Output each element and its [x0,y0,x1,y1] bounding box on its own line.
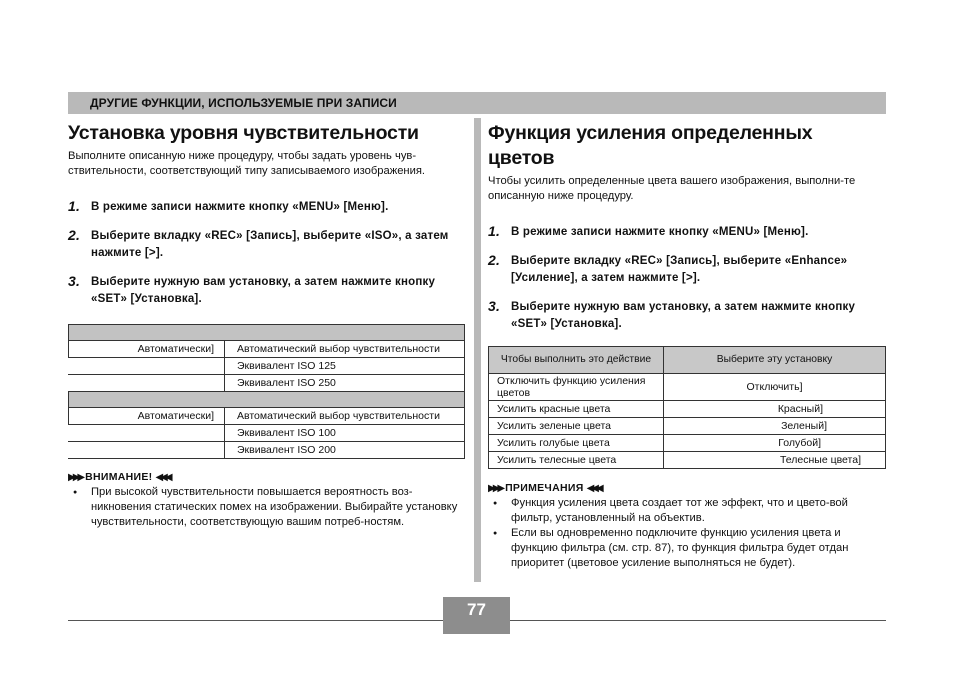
table-row [69,392,465,408]
left-step-1 [68,199,465,216]
enhance-table [488,346,886,469]
table-cell [69,442,225,459]
table-row [69,375,465,392]
step-text: В режиме записи нажмите кнопку «MENU» [Меню]. [511,226,809,238]
table-header-cell: Выберите эту установку [664,347,886,374]
list-item: ● Функция усиления цвета создает тот же эффект, что и цвето-вой фильтр, установленный на объектив. [488,496,886,526]
step-text: Выберите вкладку «REC» [Запись], выберите «Enhance» [Усиление], а затем нажмите [>]. [511,255,848,284]
right-step-3 [488,299,886,333]
left-title: Установка уровня чувствительности [68,122,419,144]
table-cell: Эквивалент ISO 200 [225,442,465,459]
table-cell [69,358,225,375]
triple-right-arrow-icon: ▶▶▶ [488,482,503,494]
right-step-1 [488,224,886,241]
table-cell: Усилить голубые цвета [489,435,664,452]
notice-header [68,471,465,483]
step-number: 3. [488,298,501,314]
left-column [68,121,465,530]
section-title: ДРУГИЕ ФУНКЦИИ, ИСПОЛЬЗУЕМЫЕ ПРИ ЗАПИСИ [90,96,397,110]
page-number: 77 [443,597,510,634]
table-row [489,401,886,418]
table-group-header [69,325,465,341]
notice-list [68,485,465,530]
table-cell [69,425,225,442]
table-row [489,374,886,401]
step-number: 2. [68,227,81,243]
table-cell: Эквивалент ISO 250 [225,375,465,392]
step-number: 3. [68,273,81,289]
notes-list [488,496,886,571]
table-row [69,325,465,341]
table-cell: Отключить] [664,374,886,401]
table-cell: Голубой] [664,435,886,452]
triple-left-arrow-icon: ◀◀◀ [586,482,601,494]
table-group-header [69,392,465,408]
table-cell: Автоматически] [69,341,225,358]
step-text: Выберите нужную вам установку, а затем нажмите кнопку «SET» [Установка]. [511,301,856,330]
column-divider [474,118,481,582]
section-header-bar [68,92,886,114]
notice-label: ВНИМАНИЕ! [85,471,153,483]
table-cell: Автоматический выбор чувствительности [225,341,465,358]
list-item: ● Если вы одновременно подключите функцию усиления цвета и функцию фильтра (см. стр. 87), то функция фильтра будет отдан приоритет (цветовое усиление выполняться не будет). [488,526,886,571]
table-cell: Автоматический выбор чувствительности [225,408,465,425]
right-title: Функция усиления определенных цветов [488,122,813,169]
table-cell: Красный] [664,401,886,418]
notes-label: ПРИМЕЧАНИЯ [505,482,584,494]
table-row [69,425,465,442]
list-item: ● При высокой чувствительности повышается вероятность воз-никновения статических помех на изображении. Выбирайте установку чувствительности, соответствующую вашим потреб-ностям. [68,485,465,530]
table-row [69,408,465,425]
left-step-3 [68,274,465,308]
step-number: 2. [488,252,501,268]
notes-header [488,482,886,494]
table-row [489,435,886,452]
step-number: 1. [68,198,81,214]
step-number: 1. [488,223,501,239]
right-column [488,121,886,571]
table-row [69,442,465,459]
table-cell: Зеленый] [664,418,886,435]
right-step-2 [488,253,886,287]
table-cell: Усилить зеленые цвета [489,418,664,435]
right-intro: Чтобы усилить определенные цвета вашего изображения, выполни-те описанную ниже процедуру. [488,175,856,202]
step-text: Выберите нужную вам установку, а затем нажмите кнопку «SET» [Установка]. [91,276,436,305]
table-cell: Эквивалент ISO 125 [225,358,465,375]
step-text: В режиме записи нажмите кнопку «MENU» [Меню]. [91,201,389,213]
table-row [489,418,886,435]
iso-table [68,324,465,459]
table-header-cell: Чтобы выполнить это действие [489,347,664,374]
table-row [69,341,465,358]
step-text: Выберите вкладку «REC» [Запись], выберите «ISO», а затем нажмите [>]. [91,230,449,259]
triple-right-arrow-icon: ▶▶▶ [68,471,83,483]
table-row [489,452,886,469]
table-cell: Усилить красные цвета [489,401,664,418]
table-cell: Усилить телесные цвета [489,452,664,469]
left-step-2 [68,228,465,262]
table-cell: Автоматически] [69,408,225,425]
table-cell: Телесные цвета] [664,452,886,469]
table-cell: Эквивалент ISO 100 [225,425,465,442]
table-row [69,358,465,375]
table-cell: Отключить функцию усиления цветов [489,374,664,401]
table-cell [69,375,225,392]
triple-left-arrow-icon: ◀◀◀ [155,471,170,483]
left-intro: Выполните описанную ниже процедуру, чтобы задать уровень чув-ствительности, соответствующий типу записываемого изображения. [68,150,426,177]
table-header-row [489,347,886,374]
